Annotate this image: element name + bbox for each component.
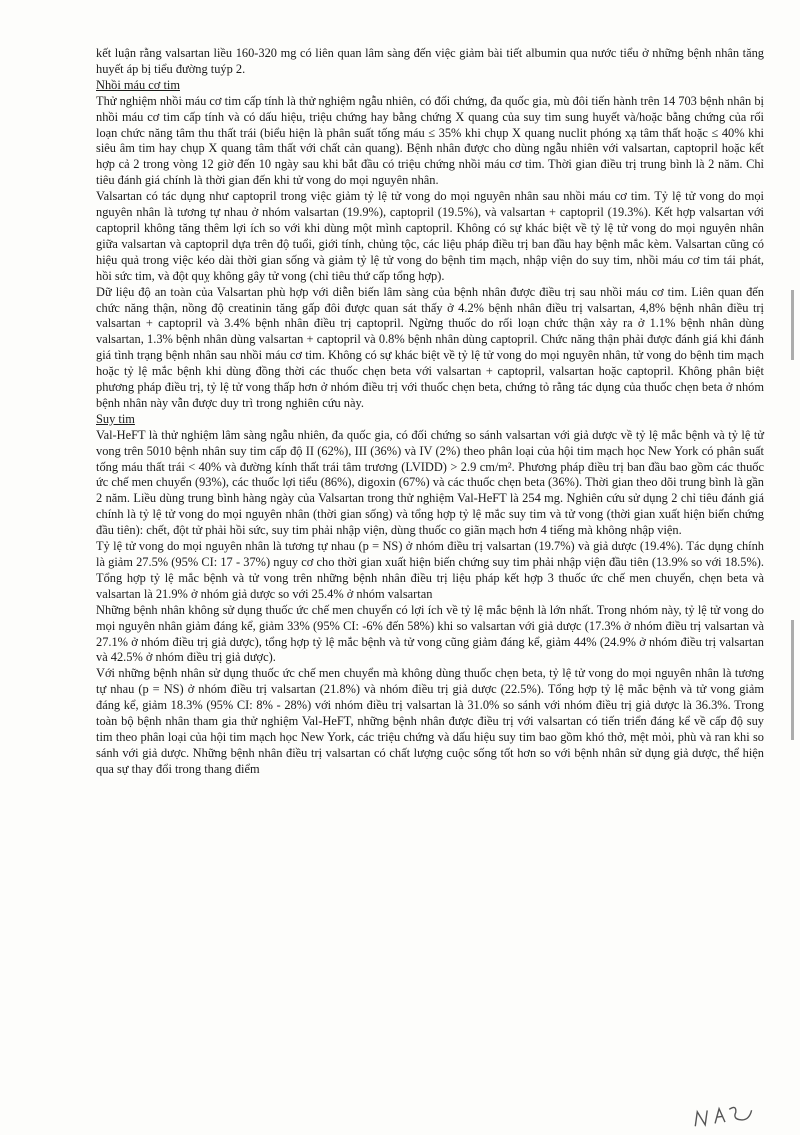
paragraph: Val-HeFT là thử nghiệm lâm sàng ngẫu nhiên, đa quốc gia, có đối chứng so sánh valsartan với giả dược về tỷ lệ mắc bệnh và tỷ lệ tử vong trên 5010 bệnh nhân suy tim cấp độ II (62%), III (36%) và IV (2%) theo phân loại của hội tim mạch học New York có phân suất tống máu thất trái < 40% và đường kính thất trái tâm trương (LVIDD) > 2.9 cm/m². Phương pháp điều trị ban đầu bao gồm các thuốc ức chế men chuyển (93%), các thuốc lợi tiểu (86%), digoxin (67%) và các thuốc chẹn beta (36%). Thời gian theo dõi trung bình là gần 2 năm. Liều dùng trung bình hàng ngày của Valsartan trong thử nghiệm Val-HeFT là 254 mg. Nghiên cứu sử dụng 2 chỉ tiêu đánh giá chính là tỷ lệ tử vong do mọi nguyên nhân (thời gian sống) và tổng hợp tỷ lệ mắc suy tim và tử vong (thời gian xuất hiện biến chứng đầu tiên): chết, đột tử phải hồi sức, suy tim phải nhập viện, dùng thuốc co giãn mạch hơn 4 tiếng mà không nhập viện. (96, 427, 764, 538)
paragraph: Những bệnh nhân không sử dụng thuốc ức chế men chuyển có lợi ích về tỷ lệ mắc bệnh là lớn nhất. Trong nhóm này, tỷ lệ tử vong do mọi nguyên nhân giảm đáng kể, giảm 33% (95% CI: -6% đến 58%) khi so valsartan với giả dược (17.3% ở nhóm điều trị valsartan và 27.1% ở nhóm điều trị giả dược), tổng hợp tỷ lệ mắc bệnh và tử vong cũng giảm đáng kể, giảm 44% (24.9% ở nhóm điều trị valsartan và 42.5% ở nhóm điều trị giả dược). (96, 602, 764, 665)
document-body (96, 46, 764, 778)
paragraph: Với những bệnh nhân sử dụng thuốc ức chế men chuyển mà không dùng thuốc chẹn beta, tỷ lệ tử vong do mọi nguyên nhân là tương tự nhau (p = NS) ở nhóm điều trị valsartan (21.8%) và nhóm điều trị giả dược (22.5%). Tổng hợp tỷ lệ mắc bệnh và tử vong giảm đáng kể, giảm 18.3% (95% CI: 8% - 28%) với nhóm điều trị valsartan là 31.0% so sánh với nhóm điều trị giả dược là 36.3%. Trong toàn bộ bệnh nhân tham gia thử nghiệm Val-HeFT, những bệnh nhân được điều trị với valsartan có tiến triển đáng kể về cấp độ suy tim theo phân loại của hội tim mạch học New York, các triệu chứng và dấu hiệu suy tim bao gồm khó thở, mệt mỏi, phù và ran khi so sánh với giả dược. Những bệnh nhân điều trị valsartan có chất lượng cuộc sống tốt hơn so với bệnh nhân sử dụng giả dược, thể hiện qua sự thay đổi trong thang điểm (96, 666, 764, 776)
section-heading-heart-failure: Suy tim (96, 411, 135, 426)
handwritten-initials (688, 1095, 761, 1134)
scan-edge-mark (791, 620, 794, 740)
scan-edge-mark (791, 290, 794, 360)
paragraph: Valsartan có tác dụng như captopril trong việc giảm tỷ lệ tử vong do mọi nguyên nhân sau nhồi máu cơ tim. Tỷ lệ tử vong do mọi nguyên nhân là tương tự nhau ở nhóm valsartan (19.9%), captopril (19.5%), và valsartan + captopril (19.3%). Kết hợp valsartan với captopril không tăng thêm lợi ích so với khi dùng một mình captopril. Không có sự khác biệt về tỷ lệ tử vong do mọi nguyên nhân giữa valsartan và captopril dựa trên độ tuổi, giới tính, chủng tộc, các liệu pháp điều trị ban đầu hay bệnh mắc kèm. Valsartan cũng có hiệu quả trong việc kéo dài thời gian sống và giảm tỷ lệ tử vong do bệnh tim mạch, nhập viện do suy tim, nhồi máu cơ tim tái phát, hồi sức tim, và đột quỵ không gây tử vong (chỉ tiêu thứ cấp tổng hợp). (96, 189, 764, 283)
section-heading-myocardial-infarction: Nhồi máu cơ tim (96, 77, 180, 92)
paragraph: kết luận rằng valsartan liều 160-320 mg có liên quan lâm sàng đến việc giảm bài tiết albumin qua nước tiểu ở những bệnh nhân tăng huyết áp bị tiểu đường tuýp 2. (96, 46, 764, 76)
paragraph: Dữ liệu độ an toàn của Valsartan phù hợp với diễn biến lâm sàng của bệnh nhân được điều trị sau nhồi máu cơ tim. Liên quan đến chức năng thận, nồng độ creatinin tăng gấp đôi được quan sát thấy ở 4.2% bệnh nhân điều trị valsartan, 4,8% bệnh nhân điều trị valsartan + captopril và 3.4% bệnh nhân điều trị captopril. Ngừng thuốc do rối loạn chức thận xảy ra ở 1.1% bệnh nhân dùng valsartan, 1.3% bệnh nhân dùng valsartan + captopril và 0.8% bệnh nhân dùng captopril. Chức năng thận phải được đánh giá khi đánh giá tình trạng bệnh nhân sau nhồi máu cơ tim. Không có sự khác biệt về tỷ lệ tử vong do mọi nguyên nhân, tử vong do bệnh tim mạch hoặc tỷ lệ mắc bệnh khi dùng đồng thời các thuốc chẹn beta với valsartan + captopril, valsartan hoặc captopril. Không phân biệt phương pháp điều trị, tỷ lệ tử vong thấp hơn ở nhóm điều trị với thuốc chẹn beta, chứng tỏ rằng tác dụng của thuốc chẹn beta ở nhóm bệnh nhân này vẫn được duy trì trong nghiên cứu này. (96, 284, 764, 410)
paragraph: Thử nghiệm nhồi máu cơ tim cấp tính là thử nghiệm ngẫu nhiên, có đối chứng, đa quốc gia, mù đôi tiến hành trên 14 703 bệnh nhân bị nhồi máu cơ tim cấp tính và có dấu hiệu, triệu chứng hay bằng chứng X quang của suy tim sung huyết và/hoặc bằng chứng của rối loạn chức năng tâm thu thất trái (biểu hiện là phân suất tống máu ≤ 35% khi chụp X quang nuclit phóng xạ tâm thất hoặc ≤ 40% khi siêu âm tim hay chụp X quang tâm thất với chất cản quang). Bệnh nhân được cho dùng ngẫu nhiên với valsartan, captopril hoặc kết hợp cả 2 trong vòng 12 giờ đến 10 ngày sau khi bắt đầu có triệu chứng nhồi máu cơ tim. Thời gian điều trị trung bình là 2 năm. Chỉ tiêu đánh giá chính là thời gian đến khi tử vong do mọi nguyên nhân. (96, 93, 764, 188)
paragraph: Tỷ lệ tử vong do mọi nguyên nhân là tương tự nhau (p = NS) ở nhóm điều trị valsartan (19.7%) và giả dược (19.4%). Tác dụng chính là giảm 27.5% (95% CI: 17 - 37%) nguy cơ cho thời gian xuất hiện biến chứng suy tim phải nhập viện đầu tiên (13.9% so với 18.5%). Tổng hợp tỷ lệ mắc bệnh và tử vong trên những bệnh nhân điều trị liệu pháp kết hợp 3 thuốc ức chế men chuyển, chẹn beta và valsartan là 21.9% ở nhóm giả dược so với 25.4% ở nhóm valsartan (96, 539, 764, 601)
